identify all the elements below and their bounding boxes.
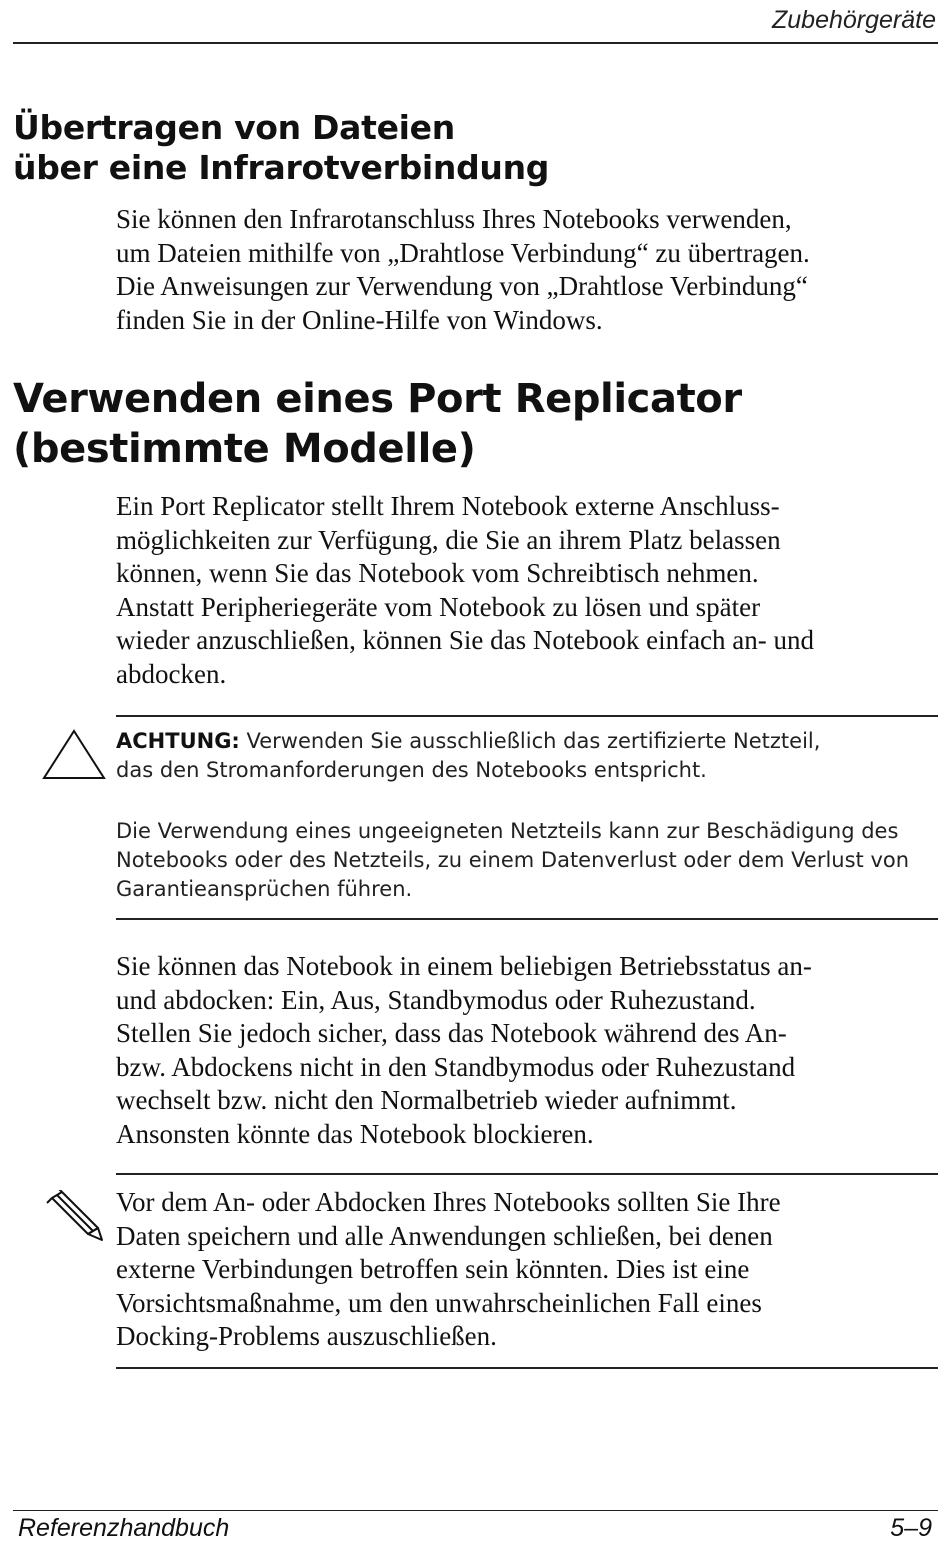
text-line: bzw. Abdockens nicht in den Standbymodus oder Ruhezustand [116, 1051, 796, 1082]
caution-text: Verwenden Sie ausschließlich das zertifizierte Netzteil, [239, 729, 821, 753]
port-replicator-paragraph [116, 490, 936, 692]
text-line: Ansonsten könnte das Notebook blockieren. [116, 1118, 594, 1149]
header-rule [13, 42, 938, 44]
text-line: um Dateien mithilfe von „Drahtlose Verbindung“ zu übertragen. [116, 237, 810, 268]
caution-text: das den Stromanforderungen des Notebooks entspricht. [116, 758, 707, 782]
note-line: Daten speichern und alle Anwendungen schließen, bei denen [116, 1220, 773, 1251]
caution-bottom-rule [116, 918, 938, 920]
text-line: Sie können den Infrarotanschluss Ihres Notebooks verwenden, [116, 204, 792, 234]
running-header-title: Zubehörgeräte [771, 6, 936, 34]
heading-line: (bestimmte Modelle) [13, 426, 476, 472]
note-line: Docking-Problems auszuschließen. [116, 1321, 497, 1352]
note-bottom-rule [116, 1367, 938, 1369]
heading-line: Übertragen von Dateien [13, 108, 455, 147]
infrared-paragraph [116, 203, 936, 337]
text-line: Stellen Sie jedoch sicher, dass das Notebook während des An- [116, 1018, 787, 1049]
section-heading-port-replicator [13, 374, 933, 474]
caution-detail [116, 817, 936, 904]
text-line: wieder anzuschließen, können Sie das Notebook einfach an- und [116, 625, 815, 656]
caution-triangle-icon [42, 728, 106, 780]
text-line: Ein Port Replicator stellt Ihrem Notebook externe Anschluss- [116, 491, 780, 521]
text-line: wechselt bzw. nicht den Normalbetrieb wieder aufnimmt. [116, 1085, 737, 1116]
note-line: Vorsichtsmaßnahme, um den unwahrscheinlichen Fall eines [116, 1287, 762, 1318]
text-line: und abdocken: Ein, Aus, Standbymodus oder Ruhezustand. [116, 984, 756, 1015]
footer-manual-title: Referenzhandbuch [18, 1514, 230, 1542]
note-top-rule [116, 1173, 938, 1175]
caution-notice [116, 727, 936, 785]
pencil-note-icon [44, 1190, 104, 1242]
note-line: externe Verbindungen betroffen sein könnten. Dies ist eine [116, 1254, 750, 1285]
section-heading-infrared [13, 108, 913, 188]
text-line: Sie können das Notebook in einem beliebigen Betriebsstatus an- [116, 951, 812, 981]
text-line: möglichkeiten zur Verfügung, die Sie an ihrem Platz belassen [116, 524, 781, 555]
text-line: Die Anweisungen zur Verwendung von „Drahtlose Verbindung“ [116, 271, 808, 302]
caution-label: ACHTUNG: [116, 729, 240, 753]
docking-paragraph [116, 950, 936, 1152]
heading-line: Verwenden eines Port Replicator [13, 376, 742, 422]
text-line: finden Sie in der Online-Hilfe von Windows. [116, 304, 603, 335]
caution-detail-line: Die Verwendung eines ungeeigneten Netzteils kann zur Beschädigung des [116, 819, 899, 843]
note-line: Vor dem An- oder Abdocken Ihres Notebooks sollten Sie Ihre [116, 1187, 781, 1217]
footer-page-number: 5–9 [890, 1514, 932, 1542]
text-line: können, wenn Sie das Notebook vom Schreibtisch nehmen. [116, 558, 759, 589]
caution-detail-line: Garantieansprüchen führen. [116, 877, 413, 901]
caution-top-rule [116, 715, 938, 717]
text-line: abdocken. [116, 658, 227, 689]
footer-rule [13, 1510, 938, 1511]
text-line: Anstatt Peripheriegeräte vom Notebook zu lösen und später [116, 591, 761, 622]
heading-line: über eine Infrarotverbindung [13, 148, 550, 187]
caution-detail-line: Notebooks oder des Netzteils, zu einem Datenverlust oder dem Verlust von [116, 848, 910, 872]
note-box [116, 1186, 936, 1354]
